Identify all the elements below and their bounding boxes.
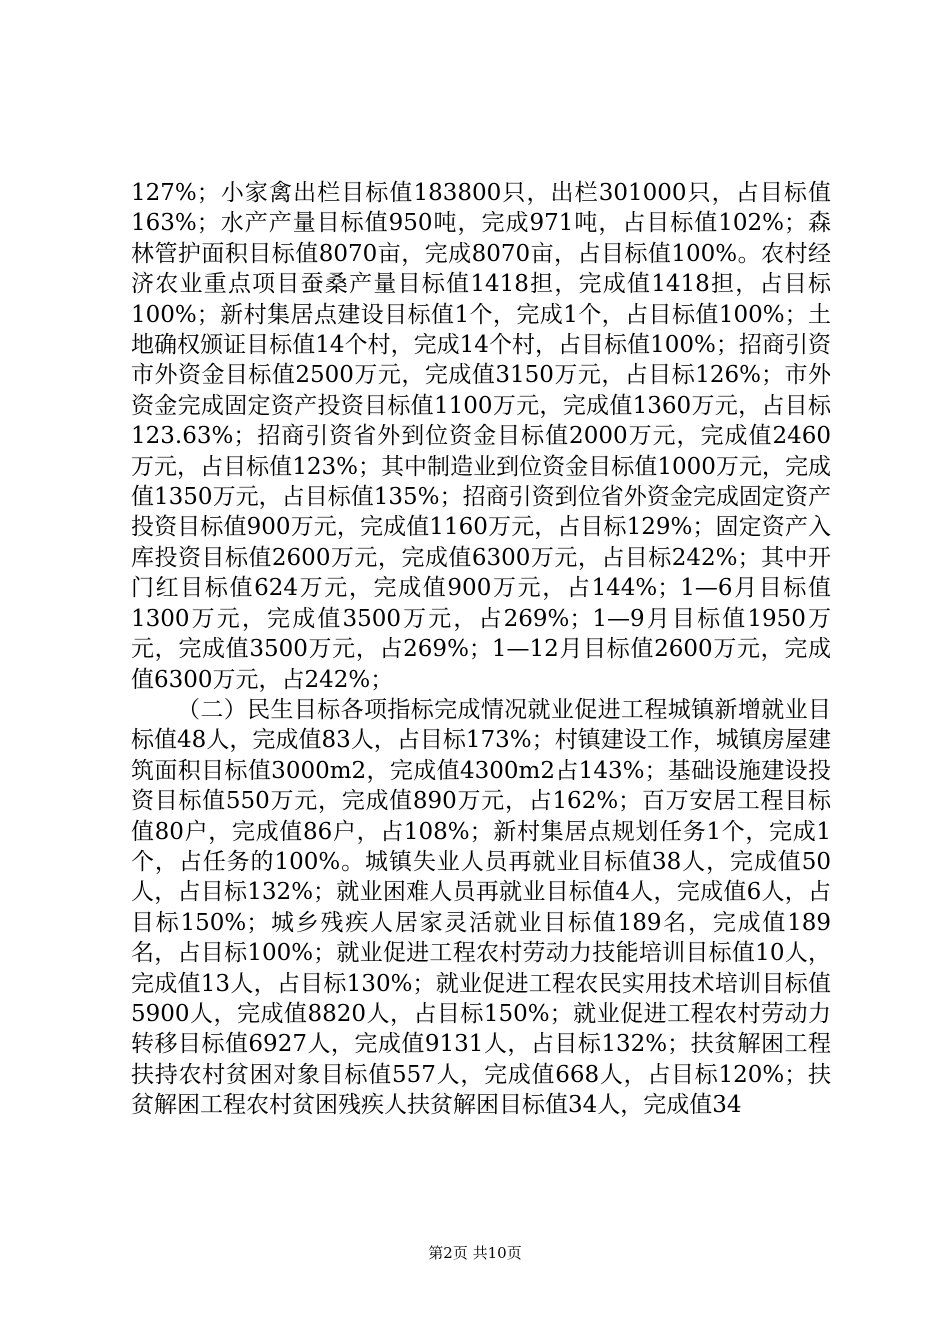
page-number-footer: 第2页 共10页 [428,1244,522,1262]
paragraph-economic-targets: 127%；小家禽出栏目标值183800只，出栏301000只，占目标值163%；水产产量目标值950吨，完成971吨，占目标值102%；森林管护面积目标值8070亩，完成8070亩，占目标值100%。农村经济农业重点项目蚕桑产量目标值1418担，完成值1418担，占目标100%；新村集居点建设目标值1个，完成1个，占目标值100%；土地确权颁证目标值14个村，完成14个村，占目标值100%；招商引资市外资金目标值2500万元，完成值3150万元，占目标126%；市外资金完成固定资产投资目标值1100万元，完成值1360万元，占目标123.63%；招商引资省外到位资金目标值2000万元，完成值2460万元，占目标值123%；其中制造业到位资金目标值1000万元，完成值1350万元，占目标值135%；招商引资到位省外资金完成固定资产投资目标值900万元，完成值1160万元，占目标129%；固定资产入库投资目标值2600万元，完成值6300万元，占目标242%；其中开门红目标值624万元，完成值900万元，占144%；1—6月目标值1300万元，完成值3500万元，占269%；1—9月目标值1950万元，完成值3500万元，占269%；1—12月目标值2600万元，完成值6300万元，占242%； [131,180,831,693]
paragraph-livelihood-targets: （二）民生目标各项指标完成情况就业促进工程城镇新增就业目标值48人，完成值83人，占目标173%；村镇建设工作，城镇房屋建筑面积目标值3000m2，完成值4300m2占143%；基础设施建设投资目标值550万元，完成值890万元，占162%；百万安居工程目标值80户，完成值86户，占108%；新村集居点规划任务1个，完成1个，占任务的100%。城镇失业人员再就业目标值38人，完成值50人，占目标132%；就业困难人员再就业目标值4人，完成值6人，占目标150%；城乡残疾人居家灵活就业目标值189名，完成值189名，占目标100%；就业促进工程农村劳动力技能培训目标值10人，完成值13人，占目标130%；就业促进工程农民实用技术培训目标值5900人，完成值8820人，占目标150%；就业促进工程农村劳动力转移目标值6927人，完成值9131人，占目标132%；扶贫解困工程扶持农村贫困对象目标值557人，完成值668人，占目标120%；扶贫解困工程农村贫困残疾人扶贫解困目标值34人，完成值34 [131,696,831,1119]
document-body [131,178,831,1121]
